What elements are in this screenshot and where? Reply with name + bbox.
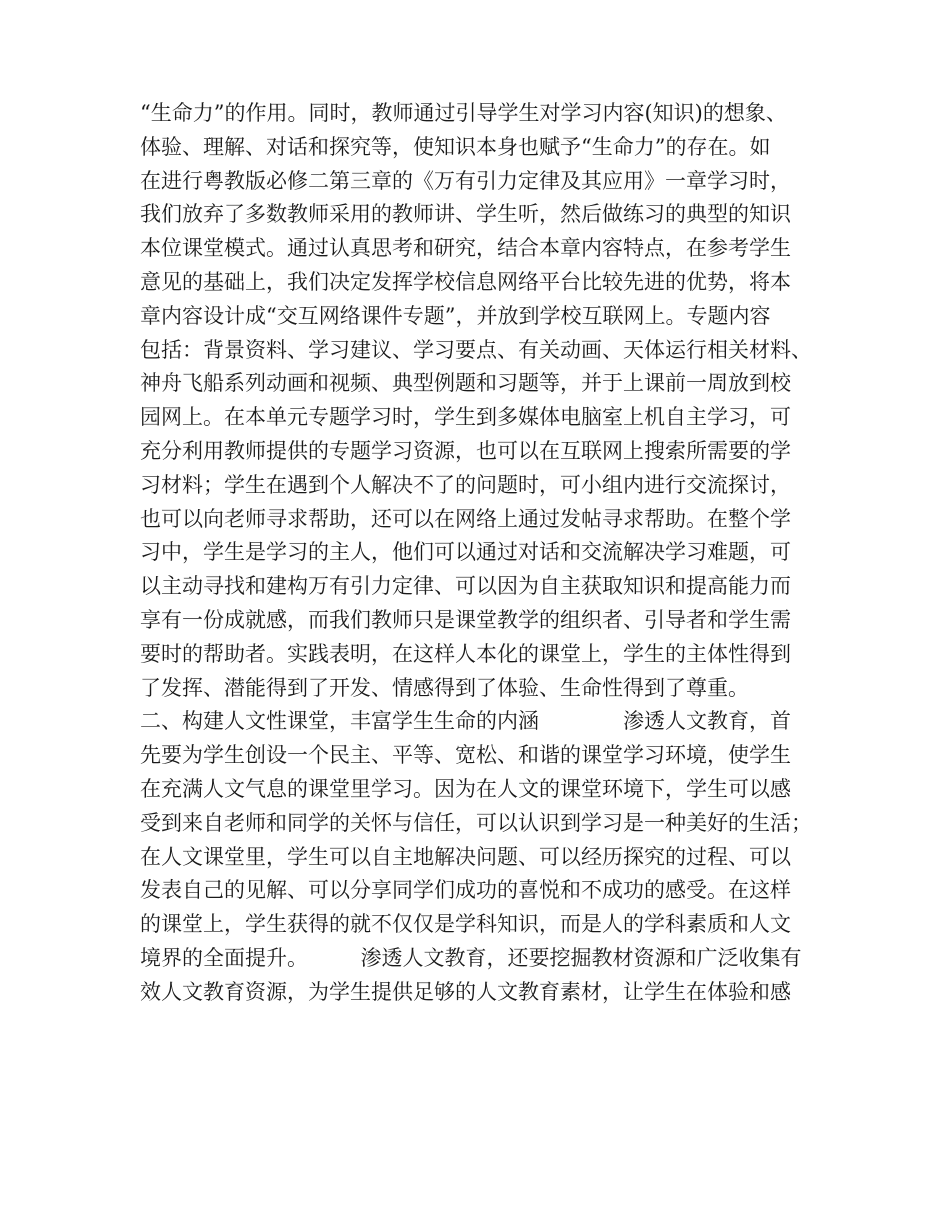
text-line: 包括：背景资料、学习建议、学习要点、有关动画、天体运行相关材料、 bbox=[140, 337, 812, 362]
text-line: 发表自己的见解、可以分享同学们成功的喜悦和不成功的感受。在这样 bbox=[140, 878, 791, 903]
text-line: 园网上。在本单元专题学习时，学生到多媒体电脑室上机自主学习，可 bbox=[140, 405, 791, 430]
text-line: 也可以向老师寻求帮助，还可以在网络上通过发帖寻求帮助。在整个学 bbox=[140, 506, 791, 531]
text-line: 意见的基础上，我们决定发挥学校信息网络平台比较先进的优势，将本 bbox=[140, 269, 791, 294]
text-line: 习材料；学生在遇到个人解决不了的问题时，可小组内进行交流探讨， bbox=[140, 472, 791, 497]
text-line: 境界的全面提升。 渗透人文教育，还要挖掘教材资源和广泛收集有 bbox=[140, 945, 802, 970]
text-line: 本位课堂模式。通过认真思考和研究，结合本章内容特点，在参考学生 bbox=[140, 236, 791, 261]
text-line: 神舟飞船系列动画和视频、典型例题和习题等，并于上课前一周放到校 bbox=[140, 371, 791, 396]
text-line: 章内容设计成“交互网络课件专题”，并放到学校互联网上。专题内容 bbox=[140, 303, 771, 328]
text-line: “生命力”的作用。同时，教师通过引导学生对学习内容(知识)的想象、 bbox=[140, 101, 787, 125]
text-line: 在充满人文气息的课堂里学习。因为在人文的课堂环境下，学生可以感 bbox=[140, 776, 791, 801]
text-line: 习中，学生是学习的主人，他们可以通过对话和交流解决学习难题，可 bbox=[140, 540, 791, 565]
body-text bbox=[140, 97, 820, 1010]
text-line: 享有一份成就感，而我们教师只是课堂教学的组织者、引导者和学生需 bbox=[140, 607, 791, 632]
text-line: 在进行粤教版必修二第三章的《万有引力定律及其应用》一章学习时， bbox=[140, 168, 791, 193]
text-line: 以主动寻找和建构万有引力定律、可以因为自主获取知识和提高能力而 bbox=[140, 574, 791, 599]
text-line: 我们放弃了多数教师采用的教师讲、学生听，然后做练习的典型的知识 bbox=[140, 202, 791, 227]
text-line: 在人文课堂里，学生可以自主地解决问题、可以经历探究的过程、可以 bbox=[140, 844, 791, 869]
text-line: 了发挥、潜能得到了开发、情感得到了体验、生命性得到了尊重。 bbox=[140, 675, 749, 700]
text-line: 要时的帮助者。实践表明，在这样人本化的课堂上，学生的主体性得到 bbox=[140, 641, 791, 666]
text-line: 的课堂上，学生获得的就不仅仅是学科知识，而是人的学科素质和人文 bbox=[140, 912, 791, 937]
text-line: 效人文教育资源，为学生提供足够的人文教育素材，让学生在体验和感 bbox=[140, 979, 791, 1004]
text-line: 受到来自老师和同学的关怀与信任，可以认识到学习是一种美好的生活； bbox=[140, 810, 812, 835]
text-line: 二、构建人文性课堂，丰富学生生命的内涵 渗透人文教育，首 bbox=[140, 709, 791, 734]
text-line: 体验、理解、对话和探究等，使知识本身也赋予“生命力”的存在。如 bbox=[140, 134, 771, 159]
text-line: 先要为学生创设一个民主、平等、宽松、和谐的课堂学习环境，使学生 bbox=[140, 743, 791, 768]
text-line: 充分利用教师提供的专题学习资源，也可以在互联网上搜索所需要的学 bbox=[140, 438, 791, 463]
